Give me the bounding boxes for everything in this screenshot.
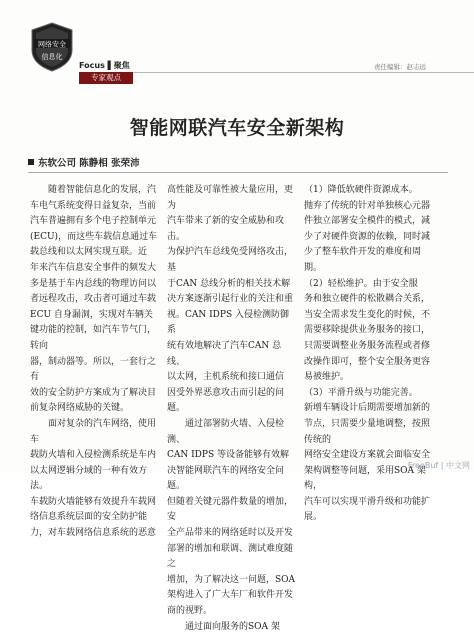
column-line: 通过面向服务的SOA 架 [167, 621, 280, 632]
byline-rule [28, 172, 448, 173]
column-line: 于CAN 总线分析的相关技术解 [167, 278, 291, 289]
column-line: 者远程攻击，攻击者可通过车载 [30, 294, 157, 305]
column-line: 增加，为了解决这一问题，SOA [167, 574, 296, 585]
logo-text-bottom: 信息化 [41, 53, 63, 61]
column-line: 以太网，主机系统和接口通信 [167, 372, 285, 383]
column-line: 但随着关键元器件数量的增加，安 [167, 496, 294, 523]
column-line: （1）降低软硬件资源成本。 [304, 185, 418, 195]
column-line: 汽车可以实现平滑升级和功能扩展。 [304, 496, 431, 523]
text-column-1 [30, 183, 158, 542]
column-line: 件独立部署安全模件的模式，减 [304, 216, 431, 227]
column-line: 当安全需求发生变化的时候，不 [304, 309, 431, 320]
column-line: 需要移除提供业务服务的接口， [304, 325, 431, 336]
column-line: 键功能的控制，如汽车节气门，转向 [30, 325, 157, 351]
byline [28, 155, 140, 169]
column-line: 务和独立硬件的松散耦合关系， [304, 294, 431, 305]
column-line: 络信息系统层面的安全防护能 [30, 512, 148, 523]
column-line: （2）轻松维护。由于安全服 [304, 278, 418, 289]
column-line: 决智能网联汽车的网络安全问题。 [167, 465, 285, 492]
column-line: 以太网逻辑分域的一种有效方法。 [30, 465, 148, 492]
text-column-3 [304, 183, 436, 526]
header-rule [79, 72, 474, 73]
column-line: 多是基于车内总线的物理访问以 [30, 278, 157, 289]
section-tab: 专家观点 [79, 72, 133, 84]
column-line: 全产品带来的网络延时以及开发 [167, 528, 294, 539]
column-line: 因受外界恶意攻击而引起的问题。 [167, 387, 285, 414]
column-line: 网络安全建设方案就会面临安全 [304, 450, 431, 461]
column-line: 器，制动器等。所以，一套行之有 [30, 356, 157, 383]
article-title: 智能网联汽车安全新架构 [129, 117, 345, 139]
watermark: FreeBuf | 中文网 [407, 461, 470, 470]
column-line: （3）平滑升级与功能完善。 [304, 387, 418, 398]
column-line: 前复杂网络威胁的关键。 [30, 403, 130, 414]
network-security-badge-logo [30, 22, 74, 72]
column-line: 年来汽车信息安全事件的频发大 [30, 262, 157, 273]
column-line: 节点，只需要少量地调整，按照传统的 [304, 418, 431, 445]
column-line: 高性能及可靠性被大量应用，更为 [167, 185, 294, 211]
column-line: 改操作即可，整个安全服务更容 [304, 356, 431, 367]
column-line: 汽车普遍拥有多个电子控制单元 [30, 216, 157, 227]
text-column-2 [167, 183, 297, 635]
column-line: 架构进入了广大车厂和软件开发 [167, 590, 294, 601]
column-line: ECU 自身漏洞，实现对车辆关 [30, 309, 153, 320]
column-line: 统有效地解决了汽车CAN 总线、 [167, 340, 282, 367]
focus-label: Focus ▌聚焦 [79, 61, 130, 70]
column-line: 效的安全防护方案成为了解决目 [30, 387, 157, 398]
column-line: 架构调整等问题，采用SOA 架构， [304, 465, 426, 492]
column-line: 商的视野。 [167, 606, 213, 617]
column-line: 部署的增加和联调、测试难度随之 [167, 543, 294, 570]
byline-square-icon [28, 159, 34, 165]
column-line: 载总线和以太网实现互联。近 [30, 247, 148, 258]
column-line: 车载防火墙能够有效提升车载网 [30, 496, 157, 507]
column-line: 通过部署防火墙、入侵检测、 [167, 418, 285, 445]
column-line: 汽车带来了新的安全威胁和攻击。 [167, 216, 285, 242]
column-line: 少了对硬件资源的依赖，同时减 [304, 231, 431, 242]
column-line: 载防火墙和入侵检测系统是车内 [30, 450, 157, 461]
column-line: 少了整车软件开发的难度和周 [304, 247, 422, 258]
column-line: 期。 [304, 262, 323, 273]
column-line: 易被维护。 [304, 372, 350, 383]
column-line: 力，对车载网络信息系统的恶意 [30, 528, 157, 539]
column-line: 车电气系统变得日益复杂，当前 [30, 200, 157, 211]
column-line: 为保护汽车总线免受网络攻击，基 [167, 247, 294, 273]
column-line: 视。CAN IDPS 入侵检测防御系 [167, 309, 289, 336]
column-line: (ECU)，而这些车载信息通过车 [30, 231, 158, 242]
column-line: 新增车辆设计后期需要增加新的 [304, 403, 431, 414]
byline-authors: 东软公司 陈静相 张荣沛 [38, 158, 140, 169]
column-line: 抛弃了传统的针对单独核心元器 [304, 200, 431, 211]
column-line: 面对复杂的汽车网络，使用车 [30, 418, 157, 445]
column-line: 随着智能信息化的发展，汽 [30, 185, 157, 195]
column-line: 只需要调整业务服务流程或者修 [304, 340, 431, 351]
editor-credit: 责任编辑：赵志远 [374, 63, 426, 71]
column-line: CAN IDPS 等设备能够有效解 [167, 450, 289, 461]
logo-text-top: 网络安全 [38, 40, 66, 49]
column-line: 决方案逐渐引起行业的关注和重 [167, 294, 294, 305]
